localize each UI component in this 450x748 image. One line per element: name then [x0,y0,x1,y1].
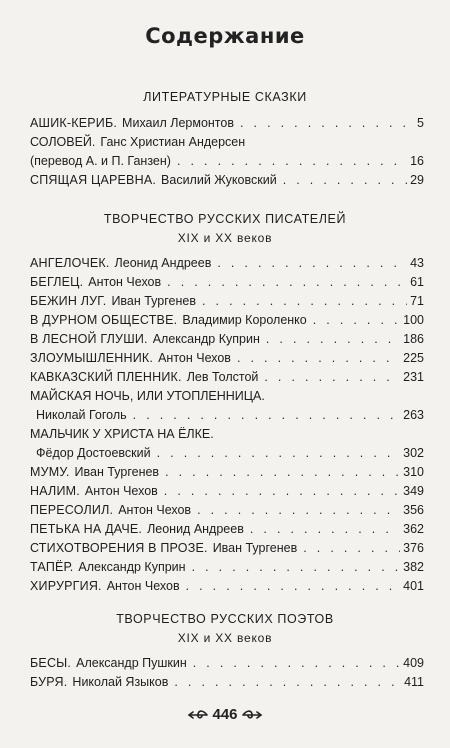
section-heading-text: ТВОРЧЕСТВО РУССКИХ ПОЭТОВ [116,612,334,626]
page-title: Содержание [145,24,305,48]
entry-title: ТАПЁР. [30,560,74,574]
dot-leader [157,444,401,463]
entry-title: СОЛОВЕЙ. [30,135,96,149]
entry-author: Леонид Андреев [147,522,244,536]
dot-leader [202,292,407,311]
entry-title: ПЕРЕСОЛИЛ. [30,503,114,517]
entry-page: 5 [417,116,424,130]
entry-author: Александр Куприн [78,560,186,574]
entry-author: Лев Толстой [186,370,259,384]
entry-title: В ДУРНОМ ОБЩЕСТВЕ. [30,313,178,327]
entry-title: БЕЖИН ЛУГ. [30,294,107,308]
entry-title: СТИХОТВОРЕНИЯ В ПРОЗЕ. [30,541,208,555]
entry-author: Иван Тургенев [74,465,160,479]
entry-title: МУМУ. [30,465,70,479]
entry-page: 225 [403,351,424,365]
dot-leader [313,311,400,330]
section-heading-text: ЛИТЕРАТУРНЫЕ СКАЗКИ [143,90,307,104]
section-subheading: XIX и XX веков [177,631,273,645]
toc-list-poets [30,654,424,692]
swirl-ornament-icon [241,708,263,722]
entry-author: Иван Тургенев [212,541,298,555]
section-heading-poets [0,610,450,648]
toc-entry[interactable] [30,330,424,349]
entry-author: Леонид Андреев [114,256,212,270]
entry-title: МАЛЬЧИК У ХРИСТА НА ЁЛКЕ. [30,427,214,441]
entry-page: 409 [403,656,424,670]
toc-entry[interactable] [30,673,424,692]
entry-author: Николай Языков [72,675,169,689]
entry-author: Николай Гоголь [36,408,127,422]
entry-title: НАЛИМ. [30,484,80,498]
section-heading-text: ТВОРЧЕСТВО РУССКИХ ПИСАТЕЛЕЙ [103,212,347,226]
toc-list-fairy-tales [30,114,424,190]
toc-entry[interactable] [30,539,424,558]
dot-leader [174,673,401,692]
entry-page: 382 [403,560,424,574]
entry-page: 411 [404,675,424,689]
page-footer [0,706,450,727]
entry-title: КАВКАЗСКИЙ ПЛЕННИК. [30,370,182,384]
dot-leader [264,368,400,387]
toc-entry[interactable] [30,482,424,501]
entry-page: 376 [403,541,424,555]
toc-entry[interactable] [30,520,424,539]
entry-author: Александр Куприн [152,332,260,346]
entry-title: ХИРУРГИЯ. [30,579,102,593]
section-subheading: XIX и XX веков [177,231,273,245]
toc-entry[interactable] [30,311,424,330]
entry-title: ЗЛОУМЫШЛЕННИК. [30,351,154,365]
entry-title: В ЛЕСНОЙ ГЛУШИ. [30,332,148,346]
toc-entry-continuation[interactable] [30,444,424,463]
entry-page: 16 [410,154,424,168]
toc-entry[interactable] [30,368,424,387]
entry-author: Владимир Короленко [182,313,307,327]
toc-list-writers [30,254,424,596]
toc-entry[interactable] [30,577,424,596]
dot-leader [303,539,400,558]
toc-entry-continuation[interactable] [30,406,424,425]
toc-entry[interactable] [30,387,424,406]
entry-page: 310 [403,465,424,479]
entry-page: 29 [410,173,424,187]
toc-entry[interactable] [30,114,424,133]
dot-leader [266,330,400,349]
dot-leader [193,654,400,673]
entry-title: СПЯЩАЯ ЦАРЕВНА. [30,173,157,187]
entry-page: 43 [410,256,424,270]
toc-entry[interactable] [30,133,424,152]
entry-author: Ганс Христиан Андерсен [100,135,246,149]
dot-leader [237,349,400,368]
dot-leader [164,482,400,501]
entry-author: Александр Пушкин [76,656,187,670]
swirl-ornament-icon [187,708,209,722]
toc-entry[interactable] [30,292,424,311]
toc-entry[interactable] [30,273,424,292]
entry-author: Василий Жуковский [161,173,277,187]
entry-page: 349 [403,484,424,498]
entry-page: 362 [403,522,424,536]
toc-entry-continuation[interactable] [30,152,424,171]
entry-author: Антон Чехов [106,579,180,593]
entry-page: 231 [403,370,424,384]
entry-page: 401 [403,579,424,593]
dot-leader [133,406,400,425]
entry-author: Антон Чехов [158,351,231,365]
entry-author: Михаил Лермонтов [122,116,234,130]
entry-page: 302 [403,446,424,460]
entry-author: Антон Чехов [118,503,192,517]
section-heading-fairy-tales [0,88,450,107]
entry-page: 263 [403,408,424,422]
entry-page: 186 [403,332,424,346]
dot-leader [177,152,407,171]
toc-entry[interactable] [30,558,424,577]
entry-author: Антон Чехов [88,275,162,289]
dot-leader [283,171,407,190]
entry-title: АНГЕЛОЧЕК. [30,256,110,270]
toc-entry[interactable] [30,425,424,444]
section-heading-writers [0,210,450,248]
dot-leader [217,254,407,273]
dot-leader [192,558,401,577]
entry-title: БУРЯ. [30,675,68,689]
page-number: 446 [212,706,238,723]
dot-leader [186,577,401,596]
entry-title: АШИК-КЕРИБ. [30,116,118,130]
dot-leader [250,520,400,539]
entry-author: Фёдор Достоевский [36,446,151,460]
toc-entry[interactable] [30,463,424,482]
entry-author: Антон Чехов [84,484,158,498]
dot-leader [165,463,400,482]
entry-page: 100 [403,313,424,327]
toc-entry[interactable] [30,171,424,190]
toc-entry[interactable] [30,349,424,368]
entry-page: 61 [410,275,424,289]
entry-title: МАЙСКАЯ НОЧЬ, ИЛИ УТОПЛЕННИЦА. [30,389,265,403]
toc-entry[interactable] [30,654,424,673]
entry-page: 71 [410,294,424,308]
entry-author: (перевод А. и П. Ганзен) [30,154,171,168]
dot-leader [197,501,400,520]
dot-leader [240,114,409,133]
entry-title: БЕГЛЕЦ. [30,275,84,289]
entry-page: 356 [403,503,424,517]
entry-author: Иван Тургенев [111,294,196,308]
entry-title: ПЕТЬКА НА ДАЧЕ. [30,522,143,536]
dot-leader [167,273,407,292]
toc-entry[interactable] [30,501,424,520]
toc-entry[interactable] [30,254,424,273]
entry-title: БЕСЫ. [30,656,72,670]
